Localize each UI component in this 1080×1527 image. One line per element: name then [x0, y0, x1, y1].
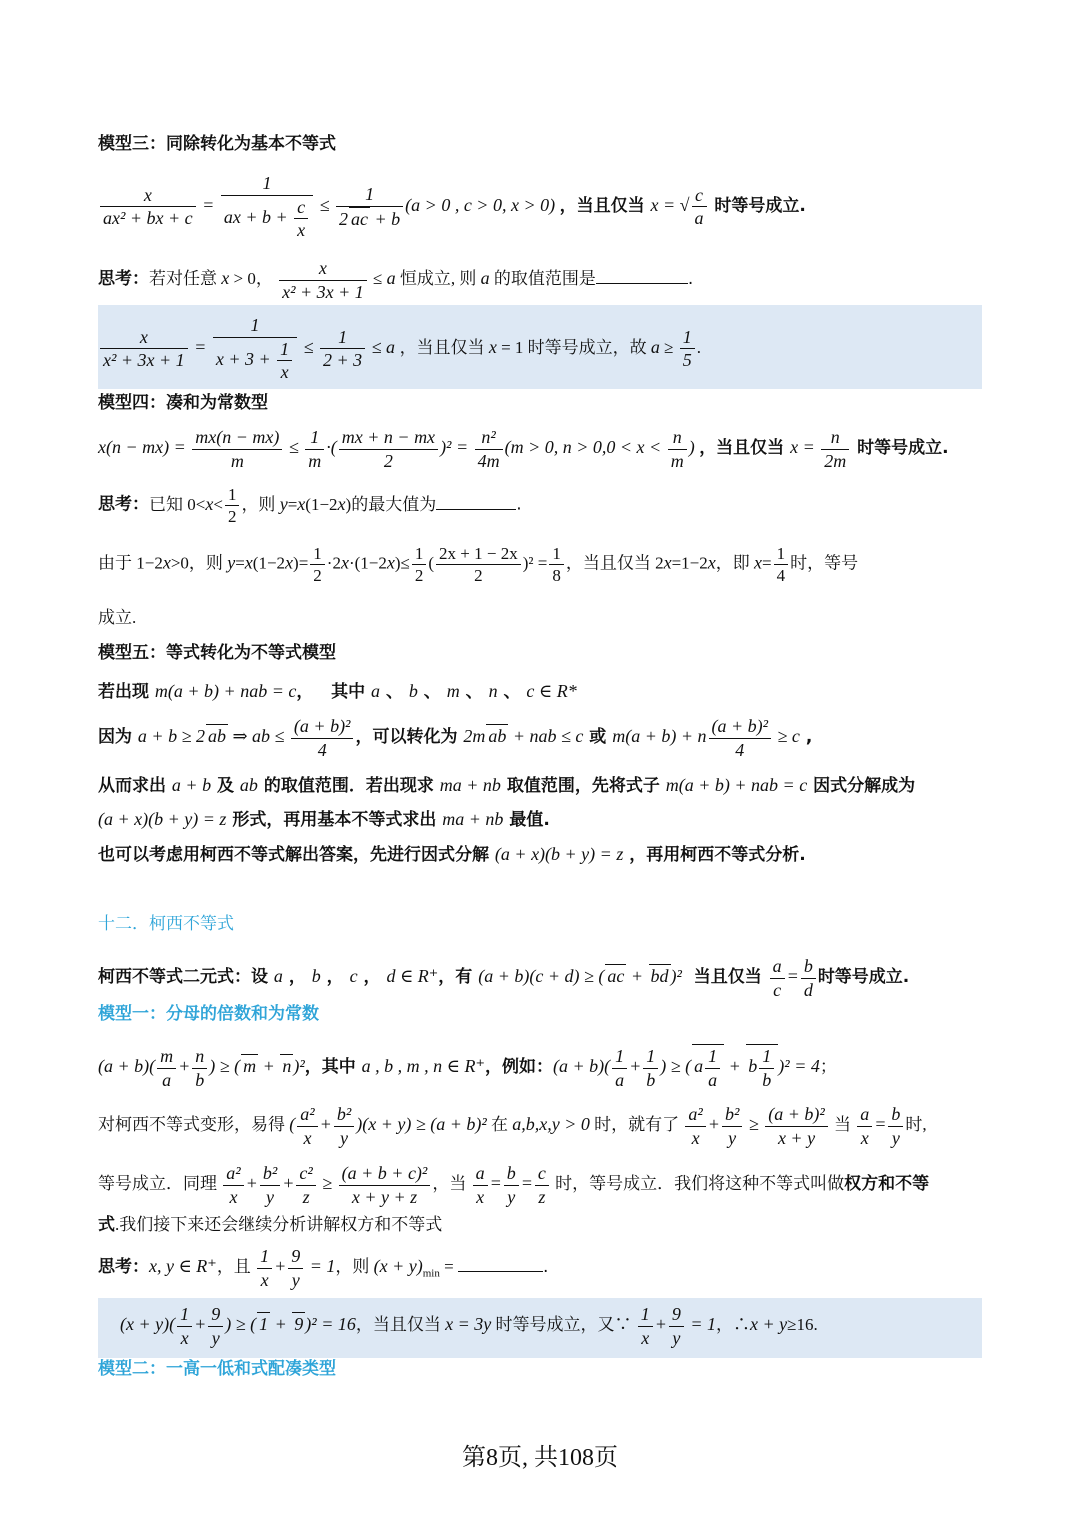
model5-line1: 若出现 m(a + b) + nab = c， 其中 a 、 b 、 m 、 n 、 c ∈ R* [98, 681, 577, 702]
think3-answer-blank[interactable] [596, 283, 688, 284]
think3-end: . [687, 268, 694, 289]
model2-title: 模型二：一高一低和式配凑类型 [98, 1359, 336, 1379]
think3-line: 思考：若对任意 x > 0， $\frac{x}{\text{x² + 3x + 1}}$ ≤ a 恒成立, 则 a 的取值范围是 . [98, 258, 694, 302]
section12-title: 十二．柯西不等式 [98, 914, 234, 934]
cauchy1-line1: (a + b)( $\frac{m}{a}$ + $\frac{n}{b}$ ) ≥ ( m + n )²，其中 a , b , m , n ∈ R⁺，例如：(a + b)( $\frac{1}{a}$ + $\frac{1}{b}$ ) ≥ ( a $\frac{1}{a}$ + b $\frac{1}{b}$ )² = 4； [98, 1046, 837, 1090]
think5-answer-blank[interactable] [458, 1271, 543, 1272]
think5-line: 思考：x, y ∈ R⁺，且 $\frac{1}{x}$ + $\frac{9}{y}$ = 1，则 $(x + y)_{min}$ = . [98, 1246, 549, 1290]
answer5-line: (x + y)( $\frac{1}{x}$ + $\frac{9}{y}$ ) ≥ ( 1 + 9 )² = 16，当且仅当 x = 3y 时等号成立，又∵ $\frac{1}{x}$ + $\frac{9}{y}$ = 1，∴x + y≥16. [120, 1304, 818, 1348]
answer4-line1: 由于 1−2x>0，则 y=x(1−2x)= $\frac{1}{2}$ ·2x·(1−2x)≤ $\frac{1}{2}$ ( $\frac{2x + 1 - 2x}{2}$ )² = $\frac{1}{8}$ ，当且仅当 2x=1−2x，即 x= $\frac{1}{4}$ 时，等号 [98, 544, 859, 586]
section12-line1: 柯西不等式二元式：设 a ， b ， c ， d ∈ R⁺，有 (a + b)(c + d) ≥ ( ac + bd )² 当且仅当 $\frac{a}{c}$ = $\frac{b}{d}$ 时等号成立. [98, 956, 910, 1000]
answer3-line: $\frac{x}{\text{x² + 3x + 1}}$ = 1 x + 3 + $\frac{1}{x}$ ≤ $\frac{1}{2 + 3}$ ≤ a ，当且仅当 x = 1 时等号成立，故 a ≥ $\frac{1}{5}$ . [98, 314, 982, 384]
cauchy1-line4-text: .我们接下来还会继续分析讲解权方和不等式 [115, 1215, 443, 1234]
answer4-line2: 成立. [98, 608, 137, 627]
cauchy1-line4 [98, 1214, 982, 1235]
cauchy1-bold-term-end: 式 [98, 1215, 115, 1234]
think4-answer-blank[interactable] [436, 509, 516, 510]
cauchy1-line3: 等号成立．同理 $\frac{\text{a²}}{x}$ + $\frac{\text{b²}}{y}$ + $\frac{\text{c²}}{z}$ ≥ $\frac{\text{(a + b + c)²}}{x + y + z}$ ，当 $\frac{a}{x}$ = $\frac{b}{y}$ = $\frac{c}{z}$ 时，等号成立．我们将这种不等式叫做权方和不等 [98, 1163, 930, 1207]
think5-end: . [542, 1257, 549, 1278]
model5-line4: (a + x)(b + y) = z 形式，再用基本不等式求出 ma + nb 最值. [98, 809, 550, 830]
model4-title: 模型四：凑和为常数型 [98, 393, 268, 413]
model5-title: 模型五：等式转化为不等式模型 [98, 643, 336, 663]
cauchy1-title: 模型一：分母的倍数和为常数 [98, 1004, 319, 1024]
model3-title: 模型三：同除转化为基本不等式 [98, 134, 336, 154]
model5-line2: 因为 a + b ≥ 2 ab ⇒ ab ≤ $\frac{\text{(a + b)²}}{4}$ ，可以转化为 2m ab + nab ≤ c 或 m(a + b) + n $\frac{\text{(a + b)²}}{4}$ ≥ c , [98, 716, 813, 760]
model4-formula-line: x(n − mx) = $\frac{mx(n - mx)}{m}$ ≤ $\frac{1}{m}$ ·( $\frac{mx + n - mx}{2}$ )² = $\frac{\text{n²}}{4m}$ (m > 0, n > 0,0 < x < $\frac{n}{m}$ ) ，当且仅当 x = $\frac{n}{2m}$ 时等号成立. [98, 427, 949, 471]
model5-line3: 从而求出 a + b 及 ab 的取值范围．若出现求 ma + nb 取值范围，先将式子 m(a + b) + nab = c 因式分解成为 [98, 775, 916, 796]
page-footer: 第8页, 共108页 [462, 1445, 618, 1471]
think3-label: 思考： [98, 268, 149, 289]
model5-line5: 也可以考虑用柯西不等式解出答案，先进行因式分解 (a + x)(b + y) = z ，再用柯西不等式分析. [98, 844, 806, 865]
think5-label: 思考： [98, 1257, 149, 1278]
think4-label: 思考： [98, 494, 149, 515]
think4-end: . [516, 494, 522, 515]
model3-formula-line: $\frac{x}{\text{ax² + bx + c}}$ = 1 ax + b + $\frac{c}{x}$ ≤ $\frac{1}{2 ac + b}$ (a > 0 , c > 0, x > 0) ，当且仅当 x = √ $\frac{c}{a}$ 时等号成立. [98, 172, 982, 242]
cauchy1-line2: 对柯西不等式变形，易得 ( $\frac{\text{a²}}{x}$ + $\frac{\text{b²}}{y}$ )(x + y) ≥ (a + b)² 在 a,b,x,y > 0 时，就有了 $\frac{\text{a²}}{x}$ + $\frac{\text{b²}}{y}$ ≥ $\frac{\text{(a + b)²}}{x + y}$ 当 $\frac{a}{x}$ = $\frac{b}{y}$ 时, [98, 1104, 927, 1148]
think4-line: 思考：已知 0<x< $\frac{1}{2}$ ，则 y=x(1−2x)的最大值为 . [98, 485, 522, 527]
cauchy1-bold-term: 权方和不等 [844, 1174, 930, 1194]
